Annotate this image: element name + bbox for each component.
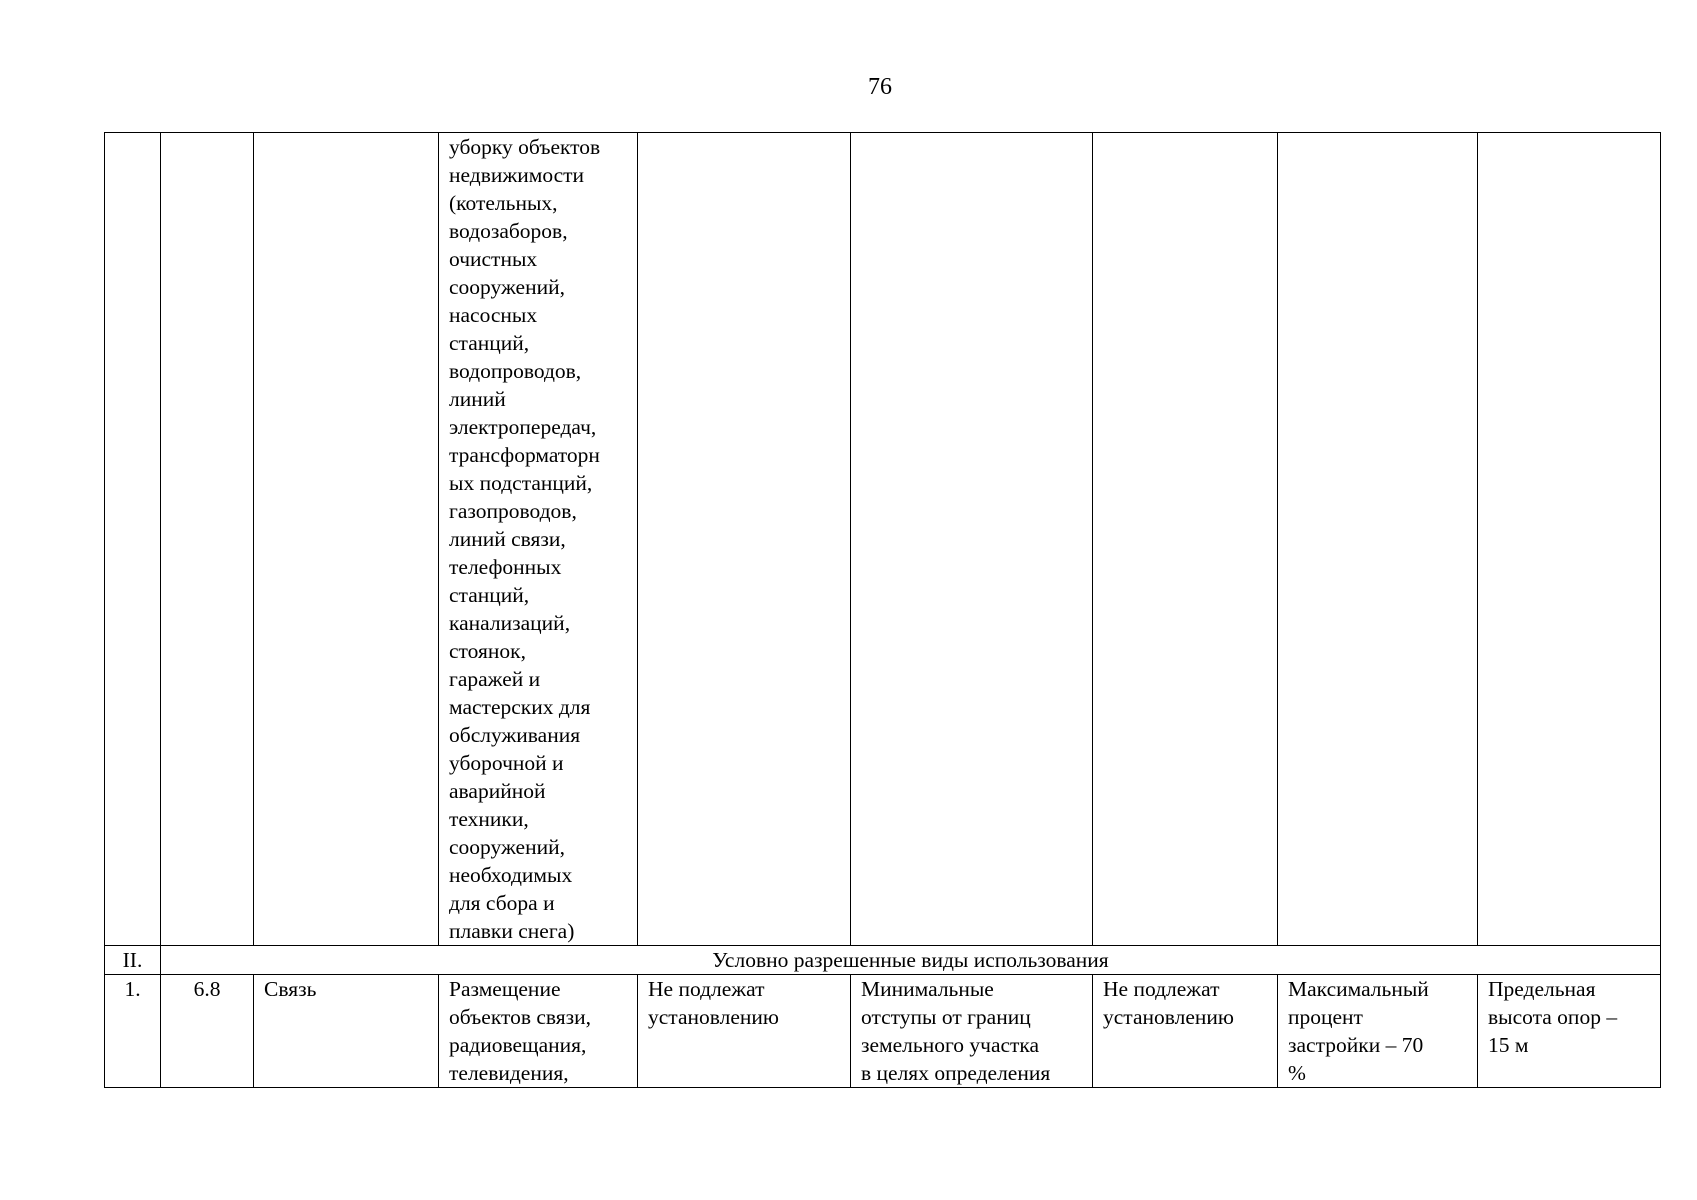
section-title: Условно разрешенные виды использования [161,946,1661,975]
row-col6: Минимальные отступы от границ земельного участка в целях определения [851,975,1093,1088]
row-number: 1. [105,975,161,1088]
empty-cell [161,133,254,946]
empty-cell [105,133,161,946]
row-description: Размещение объектов связи, радиовещания, телевидения, [439,975,638,1088]
empty-cell [1093,133,1278,946]
page-number: 76 [868,74,892,100]
row-col5: Не подлежат установлению [638,975,851,1088]
description-continuation-cell: уборку объектов недвижимости (котельных, водозаборов, очистных сооружений, насосных станций, водопроводов, линий электропередач, трансформаторн ых подстанций, газопроводов, линий связи, телефонных станций, канализаций, стоянок, гаражей и мастерских для обслуживания уборочной и аварийной техники, сооружений, необходимых для сбора и плавки снега) [439,133,638,946]
empty-cell [851,133,1093,946]
empty-cell [638,133,851,946]
row-col7: Не подлежат установлению [1093,975,1278,1088]
row-col8: Максимальный процент застройки – 70 % [1278,975,1478,1088]
row-col9: Предельная высота опор – 15 м [1478,975,1661,1088]
empty-cell [1278,133,1478,946]
row-code: 6.8 [161,975,254,1088]
table-row-continuation [105,133,1661,946]
section-number: II. [105,946,161,975]
empty-cell [254,133,439,946]
land-use-table [104,132,1661,1088]
row-name: Связь [254,975,439,1088]
section-header-row [105,946,1661,975]
table-row [105,975,1661,1088]
empty-cell [1478,133,1661,946]
